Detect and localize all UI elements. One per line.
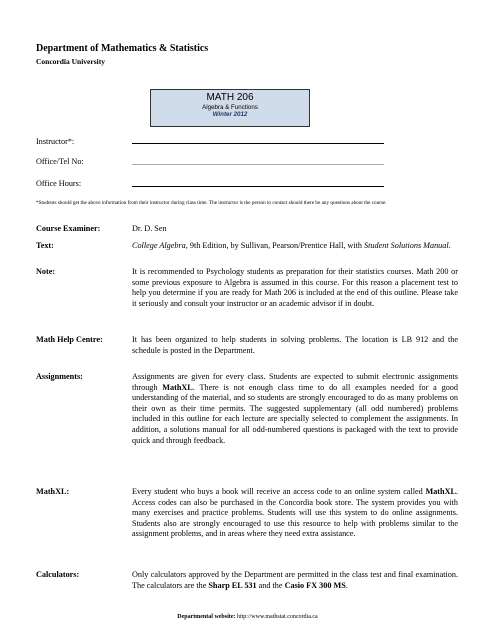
footer xyxy=(0,614,495,620)
math-help-centre-value: It has been organized to help students in solving problems. The location is LB 912 and the schedule is posted in the Department. xyxy=(132,335,458,355)
instructor-label: Instructor*: xyxy=(36,137,75,146)
university-name: Concordia University xyxy=(36,57,105,66)
mathxl-value: Every student who buys a book will receive an access code to an online system called MathXL. Access codes can also be purchased in the Concordia book store. The system provides you with many exercises and practice problems. Students will use this system to do online assignments. Students also are strongly encouraged to use this resource to help with problems similar to the assignment problems, and in areas where they need extra assistance. xyxy=(132,487,458,539)
mathxl-bold: MathXL xyxy=(162,382,193,392)
mathxl-bold: MathXL xyxy=(425,487,456,496)
course-title-box xyxy=(150,89,310,127)
math-help-centre-label: Math Help Centre: xyxy=(36,335,103,344)
textbook-title: College Algebra xyxy=(132,241,186,250)
office-hours-blank-line xyxy=(132,186,384,187)
mathxl-label: MathXL: xyxy=(36,487,70,496)
course-examiner-label: Course Examiner: xyxy=(36,224,101,233)
course-title: Algebra & Functions xyxy=(202,104,258,111)
instructor-footnote: *Students should get the above information from their instructor during class time. The instructor is the person to contact should there be any questions about the course. xyxy=(36,200,387,206)
office-tel-label: Office/Tel No: xyxy=(36,157,84,166)
office-tel-blank-line xyxy=(132,164,384,165)
casio-calculator: Casio FX 300 MS xyxy=(284,580,346,590)
calculators-value: Only calculators approved by the Department are permitted in the class test and final examination. The calculators are the Sharp EL 531 and the Casio FX 300 MS. xyxy=(132,570,458,590)
office-hours-label: Office Hours: xyxy=(36,179,82,188)
footer-label: Departmental website: xyxy=(177,614,236,620)
course-code: MATH 206 xyxy=(206,92,254,103)
assignments-label: Assignments: xyxy=(36,372,83,381)
note-label: Note: xyxy=(36,267,56,276)
note-value: It is recommended to Psychology students as preparation for their statistics courses. Math 200 or some previous exposure to Algebra is assumed in this course. For this reason a placement test to help you determine if you are ready for Math 206 is included at the end of this outline. Please take it seriously and consult your instructor or an academic advisor if in doubt. xyxy=(132,267,458,308)
calculators-label: Calculators: xyxy=(36,570,80,579)
text-value: College Algebra, 9th Edition, by Sullivan, Pearson/Prentice Hall, with Student Solutions Manual. xyxy=(132,241,451,250)
department-title: Department of Mathematics & Statistics xyxy=(36,43,209,54)
sharp-calculator: Sharp EL 531 xyxy=(208,580,257,590)
instructor-blank-line xyxy=(132,143,384,144)
solutions-manual-title: Student Solutions Manual xyxy=(364,241,449,250)
course-term: Winter 2012 xyxy=(212,111,248,118)
course-examiner-value: Dr. D. Sen xyxy=(132,224,167,233)
text-label: Text: xyxy=(36,241,54,250)
department-website-link[interactable]: http://www.mathstat.concordia.ca xyxy=(236,614,318,620)
assignments-value: Assignments are given for every class. Students are expected to submit electronic assignments through MathXL. There is not enough class time to do all examples needed for a good understanding of the material, and so students are strongly encouraged to do as many problems on their own as their time permits. The suggested supplementary (all odd numbered) problems included in this outline for each lecture are specially selected to complement the assignments. In addition, a solutions manual for all odd-numbered questions is packaged with the text to provide quick and through feedback. xyxy=(132,372,458,445)
